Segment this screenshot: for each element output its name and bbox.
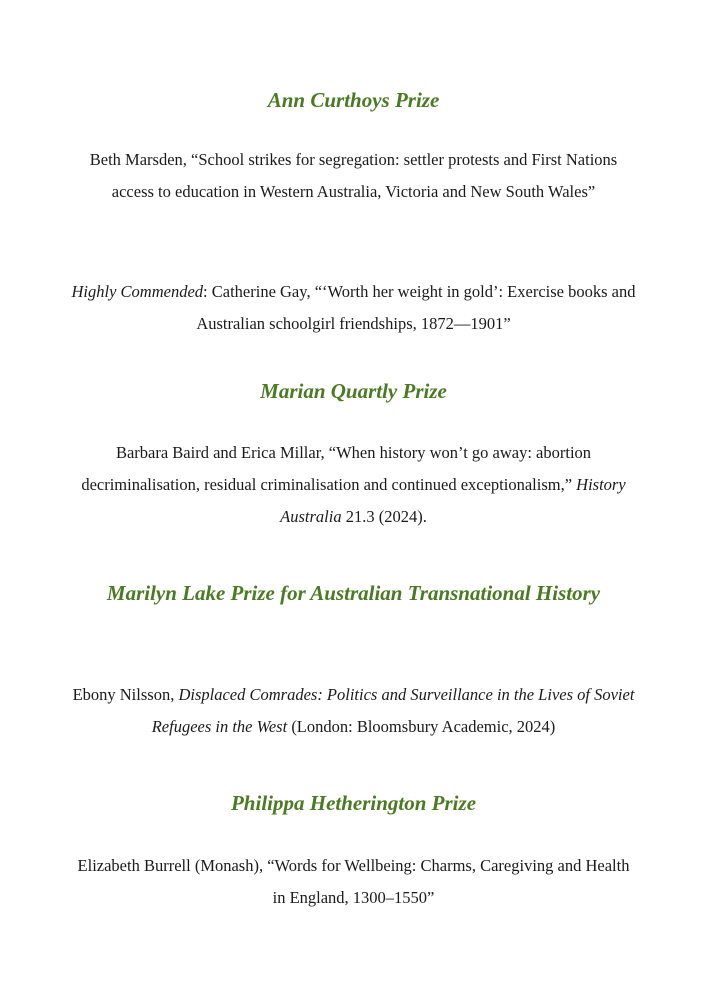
journal-title: History Australia: [280, 475, 626, 526]
section-heading: Marian Quartly Prize: [260, 379, 447, 403]
award-citation: Beth Marsden, “School strikes for segregation: settler protests and First Nations access to education in Western Australia, Victoria and New South Wales”: [89, 150, 618, 201]
citation-text: Barbara Baird and Erica Millar, “When history won’t go away: abortion decriminalisation, residual criminalisation and continued exceptionalism,”: [81, 443, 592, 494]
citation-text-end: (London: Bloomsbury Academic, 2024): [287, 717, 556, 736]
award-citation: [70, 679, 637, 743]
section-heading: Philippa Hetherington Prize: [230, 791, 477, 815]
highly-commended-text: : Catherine Gay, “‘Worth her weight in gold’: Exercise books and Australian schoolgirl friendships, 1872—1901”: [196, 282, 636, 333]
section-heading: Marilyn Lake Prize for Australian Transnational History: [106, 581, 601, 605]
book-title: Displaced Comrades: Politics and Surveillance in the Lives of Soviet Refugees in the West: [151, 685, 635, 736]
award-citation: Elizabeth Burrell (Monash), “Words for Wellbeing: Charms, Caregiving and Health in England, 1300–1550”: [77, 856, 630, 907]
section-heading: Ann Curthoys Prize: [267, 88, 440, 112]
citation-text: Ebony Nilsson,: [72, 685, 179, 704]
highly-commended-label: Highly Commended: [71, 282, 204, 301]
highly-commended-citation: [70, 276, 637, 340]
award-citation: [70, 437, 637, 533]
citation-text-end: 21.3 (2024).: [341, 507, 427, 526]
